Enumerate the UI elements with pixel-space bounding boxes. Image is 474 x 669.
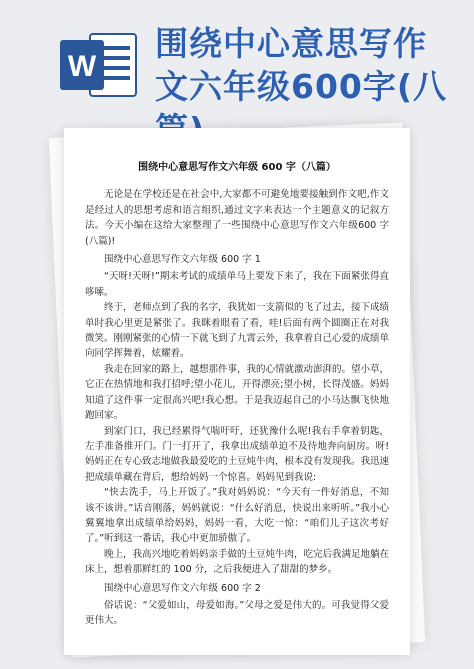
paragraph: “天呀!天呀!”期末考试的成绩单马上要发下来了，我在下面紧张得直哆嗦。 [85, 271, 389, 298]
page-header [0, 0, 474, 120]
document-page [64, 128, 410, 655]
document-body [85, 160, 389, 629]
paragraph: 我走在回家的路上，越想那件事，我的心情就激动澎湃的。望小草，它正在热情地和我打招呼;望小花儿，开得漂亮;望小树，长得茂盛。妈妈知道了这件事一定很高兴吧!我心想。于是我迈起自己的小马达飘飞快地跑回家。 [85, 363, 390, 422]
svg-text:W: W [67, 50, 97, 83]
document-title: 围绕中心意思写作文六年级 600 字（八篇） [138, 162, 336, 173]
paragraph: 到家门口，我已经累得气喘吁吁，还犹豫什么呢!我右手拿着钥匙，左手准备推开门。门一打开了，我拿出成绩单迫不及待地奔向厨房。呀!妈妈正在专心致志地做我最爱吃的土豆炖牛肉，根本没有发现我。我迅速把成绩单藏在背后，想给妈妈一个惊喜。妈妈见到我说: [85, 425, 390, 483]
section-heading: 围绕中心意思写作文六年级 600 字 2 [104, 582, 261, 594]
paragraph: “快去洗手，马上开饭了。”我对妈妈说：“今天有一件好消息，不知该不该讲。”话音刚落，妈妈就说：“什么好消息，快说出来听听。”我小心翼翼地拿出成绩单给妈妈，妈妈一看，大吃一惊：“咱们儿子这次考好了。”听到这一番话，我心中更加骄傲了。 [85, 487, 389, 545]
paragraph: 无论是在学校还是在社会中,大家都不可避免地要接触到作文吧,作文是经过人的思想考虑和语言组织,通过文字来表达一个主题意义的记叙方法。今天小编在这给大家整理了一些围绕中心意思写作文六年级600 字(八篇)! [85, 189, 389, 247]
banner-title-line2: 文六年级600字(八 [155, 67, 447, 106]
document-paragraphs [85, 187, 389, 628]
paragraph: 俗话说：“父爱如山，母爱如海。”父母之爱是伟大的。可我觉得父爱更伟大。 [85, 599, 389, 627]
banner-title-line1: 围绕中心意思写作 [155, 24, 427, 63]
word-document-icon [60, 32, 138, 98]
paragraph: 晚上，我高兴地吃着妈妈亲手做的土豆炖牛肉，吃完后我满足地躺在床上，想着那鲜红的 100 分，之后我便进入了甜甜的梦乡。 [85, 548, 390, 576]
section-heading: 围绕中心意思写作文六年级 600 字 1 [104, 254, 261, 266]
paragraph: 终于，老师点到了我的名字，我犹如一支箭似的飞了过去，接下成绩单时我心里更是紧张了。我眯着眼看了看，哇!后面有两个圆圈正在对我微笑。刚刚紧张的心情一下就飞到了九霄云外，我拿着自己心爱的成绩单向同学挥舞着，炫耀着。 [85, 302, 390, 360]
